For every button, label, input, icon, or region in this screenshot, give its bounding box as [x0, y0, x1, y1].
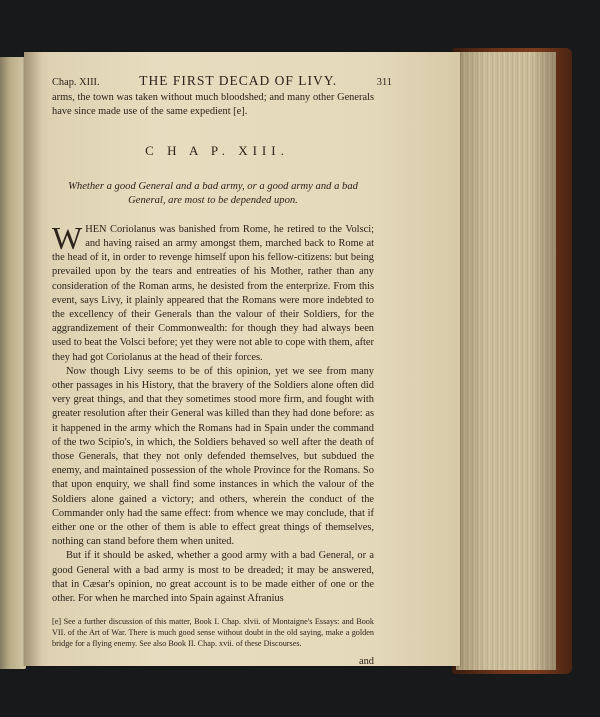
running-head — [52, 74, 392, 90]
page-gutter-shadow — [24, 52, 42, 666]
catchword: and — [358, 656, 374, 668]
running-head-title: THE FIRST DECAD OF LIVY. — [139, 73, 338, 88]
left-page-edge — [0, 57, 26, 669]
paragraph-1-text: HEN Coriolanus was banished from Rome, he retired to the Volsci; and having raised an army amongst them, marched back to Rome at the head of it, in order to revenge himself upon his fellow-citizens: but being prevailed upon by the tears and entreaties of his Mother, rather than any consideration of the Roman arms, he desisted from the enterprize. From this event, says Livy, it plainly appeared that the Romans were more indebted to the excellency of their Generals than the valour of their Soldiers, for the aggrandizement of their Commonwealth: for though they had always been used to beat the Volsci before; yet they were not able to cope with them, after they had got Coriolanus at the head of their forces. — [52, 223, 374, 363]
chapter-heading: C H A P. XIII. — [145, 142, 289, 158]
running-head-chapter: Chap. XIII. — [52, 77, 100, 88]
drop-cap: W — [52, 219, 83, 256]
paragraph-2: Now though Livy seems to be of this opinion, yet we see from many other passages in his History, that the bravery of the Soldiers alone often did very great things, and that they sometimes stood more firm, and fought with greater resolution after their General was killed than they had done before: as it happened in the army which the Romans had in Spain under the command of the two Scipio's, in which, the Soldiers behaved so well after the death of those Generals, that they not only defended themselves, but subdued the enemy, and maintained possession of the whole Province for the Romans. So that upon enquiry, we shall find some instances in which the valour of the Soldiers alone gained a victory; and others, wherein the conduct of the Commander only had the same effect: from whence we may conclude, that if either one or the other of them is able to effect great things of themselves, nothing can stand before them when united. — [52, 365, 374, 548]
page-number: 311 — [376, 77, 392, 88]
section-heading: Whether a good General and a bad army, or a good army and a bad General, are most to be depended upon. — [68, 180, 358, 207]
footnote: [e] See a further discussion of this matter, Book I. Chap. xlvii. of Montaigne's Essays: and Book VII. of the Art of War. There is much good sense without doubt in the old saying, make a golden bridge for a flying enemy. See also Book II. Chap. xvii. of these Discourses. — [52, 617, 374, 649]
paragraph-3: But if it should be asked, whether a good army with a bad General, or a good General with a bad army is most to be dreaded; it may be answered, that in Cæsar's opinion, no great account is to be made either of one or the other. For when he marched into Spain against Afranius — [52, 550, 374, 605]
carryover-text: arms, the town was taken without much bloodshed; and many other Generals have since made use of the same expedient [e]. — [52, 92, 374, 118]
page-edges-shade — [456, 52, 556, 670]
page-content — [52, 73, 392, 670]
paragraph-1 — [52, 219, 374, 365]
